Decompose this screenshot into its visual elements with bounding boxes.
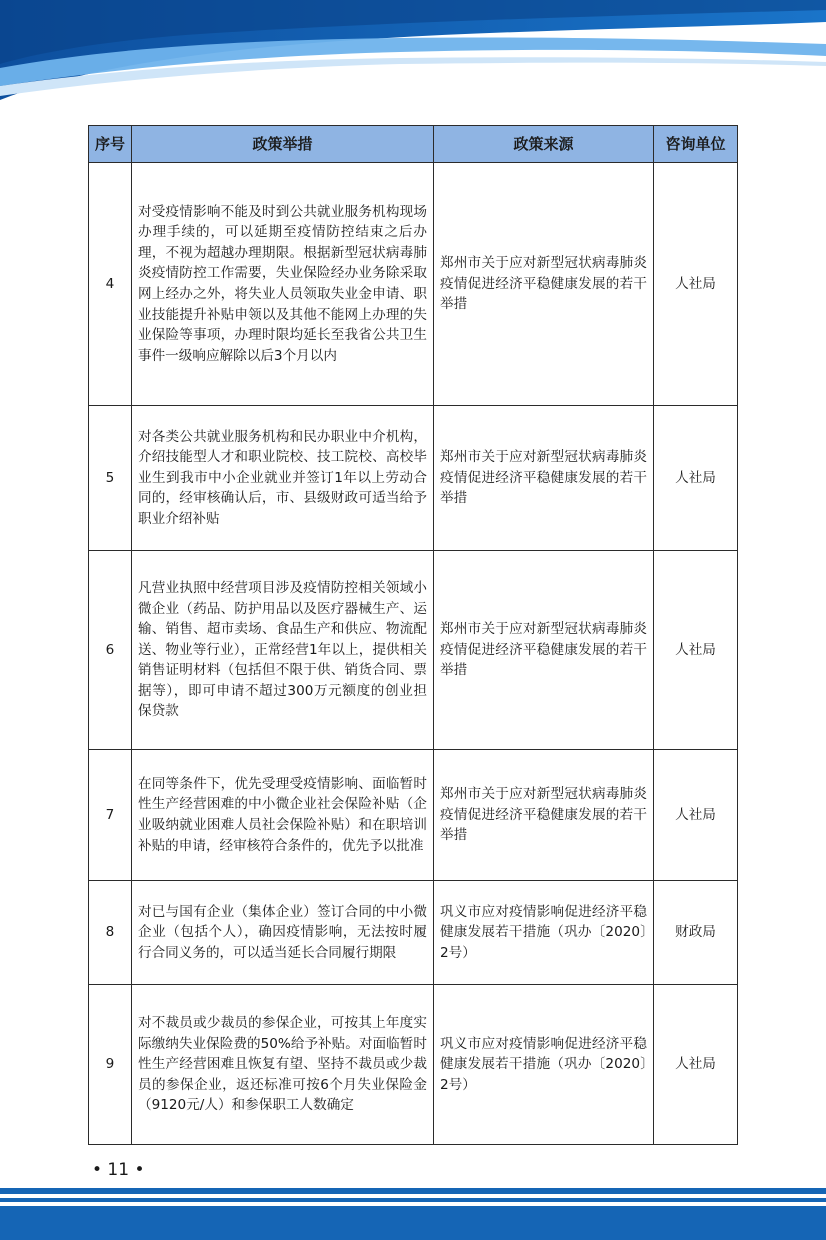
header-serial-number: 序号 bbox=[89, 126, 132, 163]
header-wave-decoration bbox=[0, 0, 826, 110]
table-row bbox=[89, 163, 738, 406]
row-number: 6 bbox=[89, 551, 132, 750]
header-policy-source: 政策来源 bbox=[434, 126, 654, 163]
table-row bbox=[89, 985, 738, 1145]
table-row bbox=[89, 881, 738, 985]
row-number: 9 bbox=[89, 985, 132, 1145]
policy-source-text: 巩义市应对疫情影响促进经济平稳健康发展若干措施（巩办〔2020〕2号） bbox=[434, 985, 654, 1145]
policy-measure-text: 凡营业执照中经营项目涉及疫情防控相关领域小微企业（药品、防护用品以及医疗器械生产、运输、销售、超市卖场、食品生产和供应、物流配送、物业等行业），正常经营1年以上，提供相关销售证明材料（包括但不限于供、销货合同、票据等），即可申请不超过300万元额度的创业担保贷款 bbox=[132, 551, 434, 750]
table-row bbox=[89, 750, 738, 881]
consulting-unit-text: 人社局 bbox=[654, 750, 738, 881]
header-consulting-unit: 咨询单位 bbox=[654, 126, 738, 163]
consulting-unit-text: 人社局 bbox=[654, 406, 738, 551]
policy-source-text: 郑州市关于应对新型冠状病毒肺炎疫情促进经济平稳健康发展的若干举措 bbox=[434, 406, 654, 551]
header-policy-measure: 政策举措 bbox=[132, 126, 434, 163]
table-row bbox=[89, 406, 738, 551]
row-number: 5 bbox=[89, 406, 132, 551]
policy-source-text: 巩义市应对疫情影响促进经济平稳健康发展若干措施（巩办〔2020〕2号） bbox=[434, 881, 654, 985]
consulting-unit-text: 人社局 bbox=[654, 551, 738, 750]
policy-measure-text: 对受疫情影响不能及时到公共就业服务机构现场办理手续的，可以延期至疫情防控结束之后办理，不视为超越办理期限。根据新型冠状病毒肺炎疫情防控工作需要，失业保险经办业务除采取网上经办之外，将失业人员领取失业金申请、职业技能提升补贴申领以及其他不能网上办理的失业保险等事项，办理时限均延长至我省公共卫生事件一级响应解除以后3个月以内 bbox=[132, 163, 434, 406]
table-row bbox=[89, 551, 738, 750]
policy-source-text: 郑州市关于应对新型冠状病毒肺炎疫情促进经济平稳健康发展的若干举措 bbox=[434, 551, 654, 750]
row-number: 8 bbox=[89, 881, 132, 985]
row-number: 7 bbox=[89, 750, 132, 881]
footer-band-decoration bbox=[0, 1188, 826, 1240]
policy-measure-text: 在同等条件下，优先受理受疫情影响、面临暂时性生产经营困难的中小微企业社会保险补贴（企业吸纳就业困难人员社会保险补贴）和在职培训补贴的申请，经审核符合条件的，优先予以批准 bbox=[132, 750, 434, 881]
policy-table bbox=[88, 125, 738, 1145]
row-number: 4 bbox=[89, 163, 132, 406]
consulting-unit-text: 财政局 bbox=[654, 881, 738, 985]
consulting-unit-text: 人社局 bbox=[654, 163, 738, 406]
table-header-row bbox=[89, 126, 738, 163]
policy-measure-text: 对不裁员或少裁员的参保企业，可按其上年度实际缴纳失业保险费的50%给予补贴。对面临暂时性生产经营困难且恢复有望、坚持不裁员或少裁员的参保企业，返还标准可按6个月失业保险金（9120元/人）和参保职工人数确定 bbox=[132, 985, 434, 1145]
page-number: • 11 • bbox=[92, 1160, 145, 1180]
policy-measure-text: 对已与国有企业（集体企业）签订合同的中小微企业（包括个人），确因疫情影响，无法按时履行合同义务的，可以适当延长合同履行期限 bbox=[132, 881, 434, 985]
consulting-unit-text: 人社局 bbox=[654, 985, 738, 1145]
policy-source-text: 郑州市关于应对新型冠状病毒肺炎疫情促进经济平稳健康发展的若干举措 bbox=[434, 163, 654, 406]
policy-measure-text: 对各类公共就业服务机构和民办职业中介机构，介绍技能型人才和职业院校、技工院校、高校毕业生到我市中小企业就业并签订1年以上劳动合同的，经审核确认后，市、县级财政可适当给予职业介绍补贴 bbox=[132, 406, 434, 551]
policy-source-text: 郑州市关于应对新型冠状病毒肺炎疫情促进经济平稳健康发展的若干举措 bbox=[434, 750, 654, 881]
